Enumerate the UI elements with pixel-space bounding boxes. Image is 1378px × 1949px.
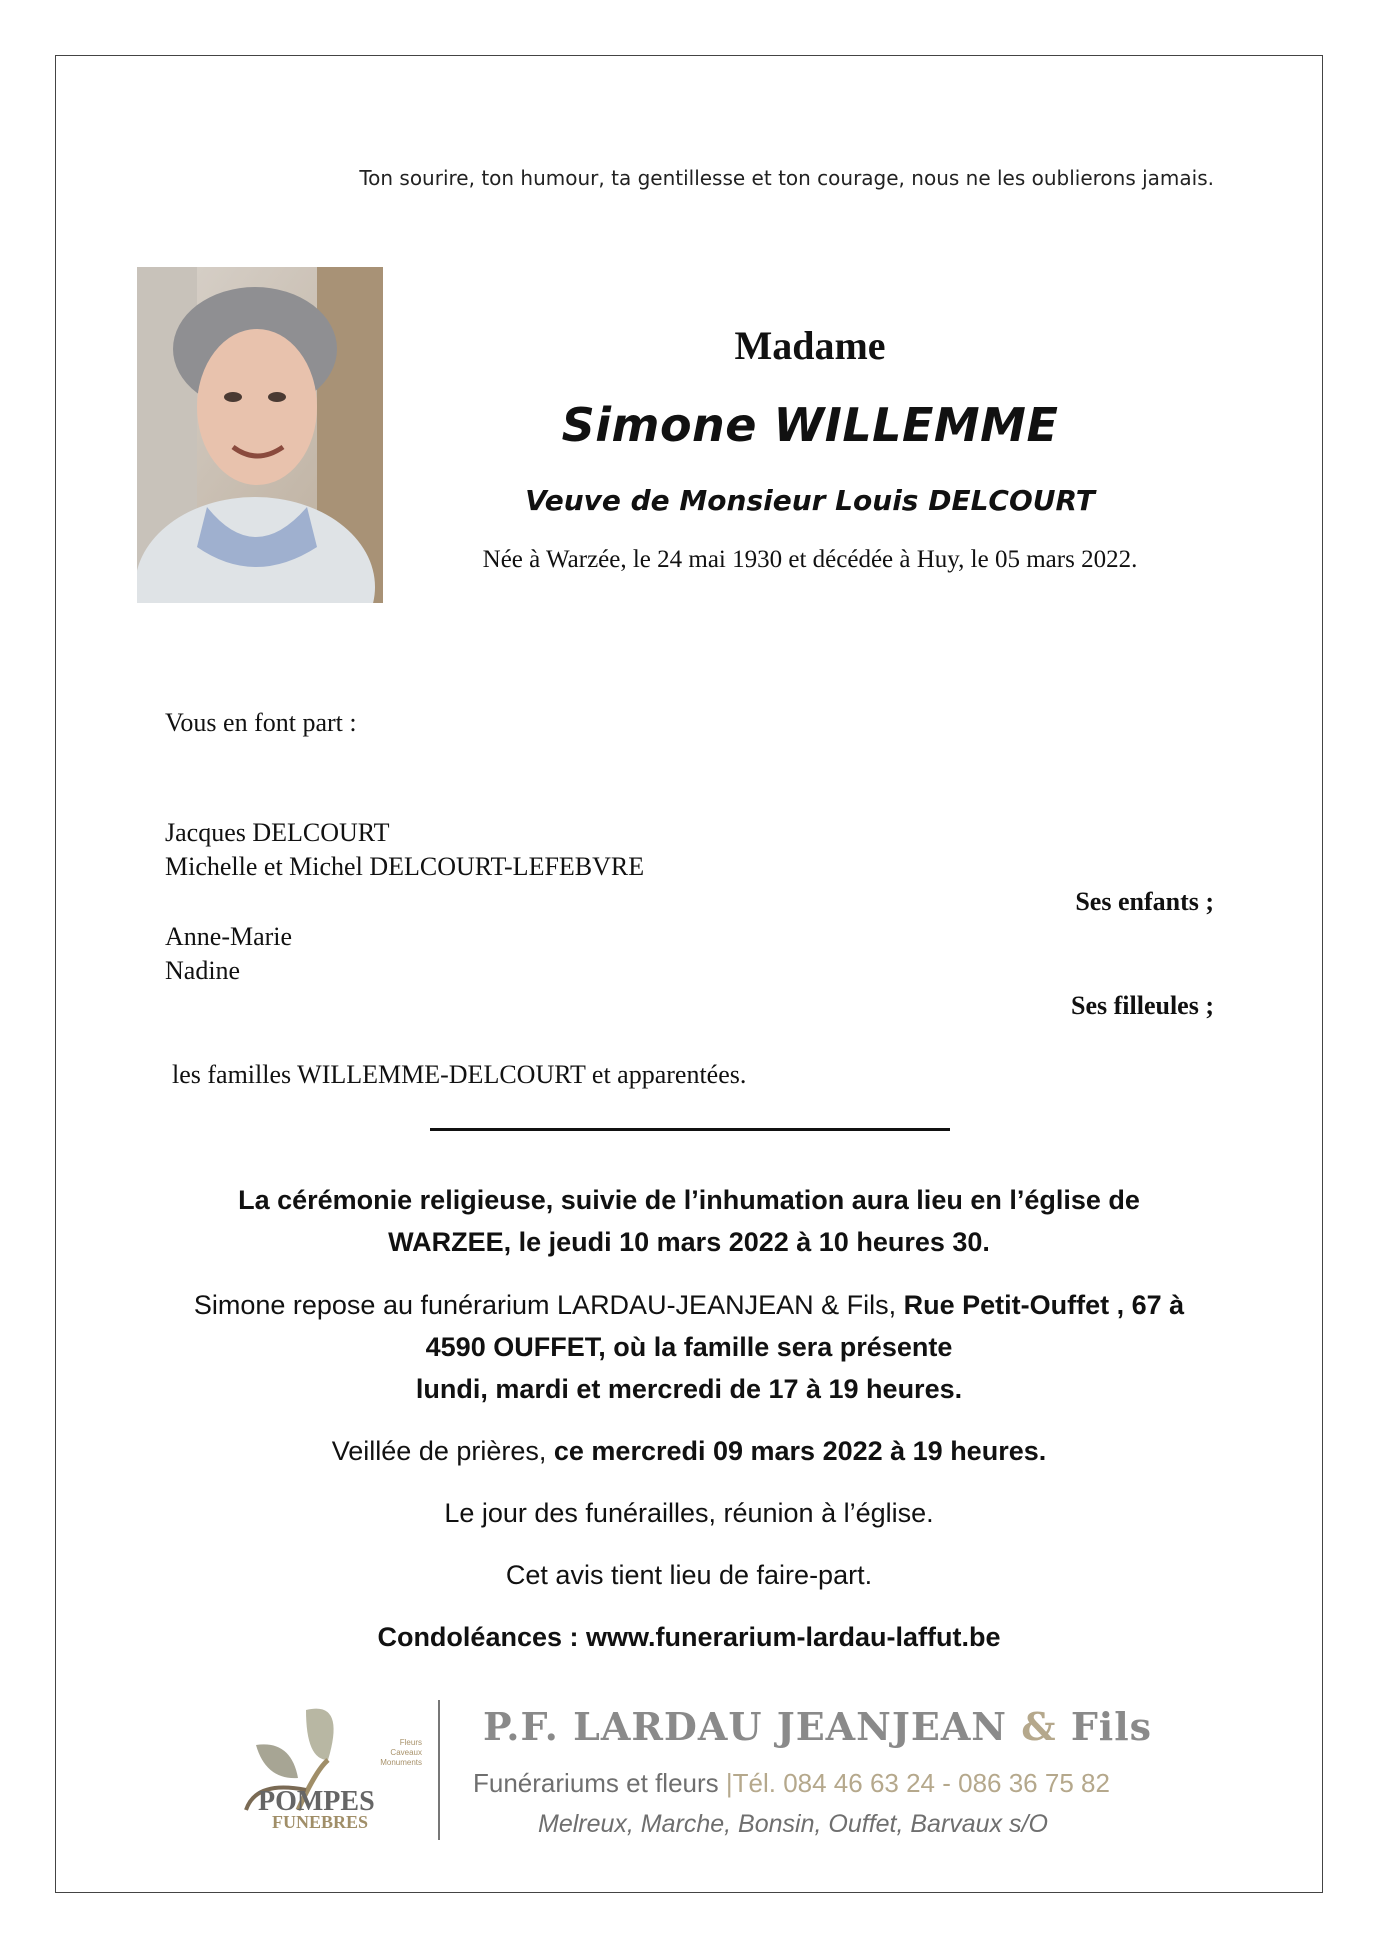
epigraph-quote: Ton sourire, ton humour, ta gentillesse et ton courage, nous ne les oublierons jamais. — [359, 166, 1214, 190]
intro-text: Vous en font part : — [165, 708, 357, 737]
child-1: Jacques DELCOURT — [165, 818, 390, 847]
condolences-line: Condoléances : www.funerarium-lardau-laffut.be — [377, 1622, 1001, 1652]
logo-tag-3: Monuments — [380, 1758, 422, 1767]
repose-line-3: lundi, mardi et mercredi de 17 à 19 heures. — [415, 1374, 963, 1404]
deceased-name: Simone WILLEMME — [561, 398, 1059, 452]
goddaughter-2: Nadine — [165, 956, 241, 985]
birth-death-dates: Née à Warzée, le 24 mai 1930 et décédée à Huy, le 05 mars 2022. — [482, 546, 1138, 573]
reunion-line: Le jour des funérailles, réunion à l’église. — [444, 1498, 934, 1528]
company-name-end: Fils — [1056, 1704, 1153, 1749]
repose-plain: Simone repose au funérarium LARDAU-JEANJEAN & Fils, — [193, 1290, 904, 1320]
families-line: les familles WILLEMME-DELCOURT et apparentées. — [172, 1060, 747, 1089]
logo-tag-1: Fleurs — [399, 1738, 422, 1747]
company-locations: Melreux, Marche, Bonsin, Ouffet, Barvaux s/O — [538, 1810, 1048, 1838]
ceremony-line-2: WARZEE, le jeudi 10 mars 2022 à 10 heures 30. — [388, 1227, 990, 1257]
section-divider — [430, 1128, 950, 1131]
child-2: Michelle et Michel DELCOURT-LEFEBVRE — [165, 852, 645, 881]
logo-text-bottom: FUNEBRES — [272, 1812, 369, 1830]
company-amp: & — [1021, 1704, 1057, 1749]
goddaughter-1: Anne-Marie — [165, 922, 293, 951]
logo-tag-2: Caveaux — [390, 1748, 422, 1757]
footer-separator — [438, 1700, 440, 1840]
logo-text-top: POMPES — [258, 1786, 375, 1817]
vigil-plain: Veillée de prières, — [331, 1436, 554, 1466]
repose-line-2: 4590 OUFFET, où la famille sera présente — [425, 1332, 953, 1362]
phone-numbers: |Tél. 084 46 63 24 - 086 36 75 82 — [725, 1768, 1110, 1798]
services-text: Funérariums et fleurs — [473, 1768, 726, 1798]
portrait-photo — [137, 267, 383, 603]
goddaughters-label: Ses filleules ; — [1071, 991, 1214, 1020]
company-name-main: P.F. LARDAU JEANJEAN — [483, 1704, 1022, 1749]
company-services — [473, 1768, 1110, 1799]
repose-line-1 — [150, 1285, 1228, 1325]
notice-line: Cet avis tient lieu de faire-part. — [505, 1560, 873, 1590]
repose-address: Rue Petit-Ouffet , 67 à — [903, 1290, 1185, 1320]
vigil-line — [150, 1431, 1228, 1471]
ceremony-line-1: La cérémonie religieuse, suivie de l’inhumation aura lieu en l’église de — [238, 1185, 1140, 1215]
children-label: Ses enfants ; — [1075, 887, 1214, 916]
logo-tagline — [352, 1738, 422, 1768]
company-name — [483, 1704, 1152, 1749]
vigil-date: ce mercredi 09 mars 2022 à 19 heures. — [553, 1436, 1047, 1466]
honorific-title: Madame — [734, 323, 886, 368]
spouse-line: Veuve de Monsieur Louis DELCOURT — [525, 484, 1095, 517]
